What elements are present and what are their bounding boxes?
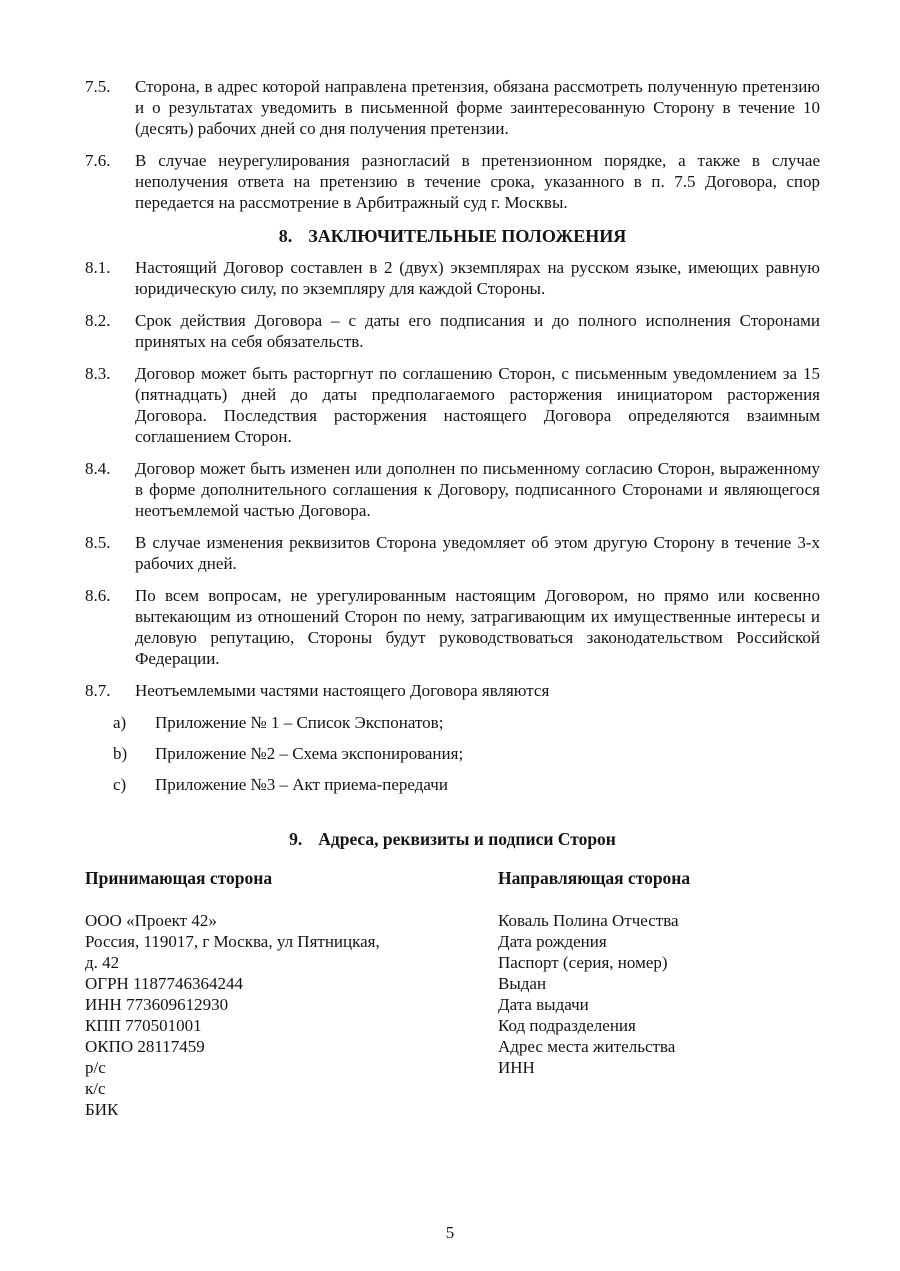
party-detail-line: Адрес места жительства xyxy=(498,1037,676,1056)
page-number: 5 xyxy=(445,1223,455,1242)
clause-text: Неотъемлемыми частями настоящего Договора являются xyxy=(135,681,550,700)
receiving-party-details xyxy=(85,910,498,1120)
clause-7-5 xyxy=(85,76,820,139)
party-detail-line: к/с xyxy=(85,1079,106,1098)
clause-text: Срок действия Договора – с даты его подписания и до полного исполнения Сторонами принятых на себя обязательств. xyxy=(135,311,820,351)
party-detail-line: Дата рождения xyxy=(498,932,607,951)
party-detail-line: Россия, 119017, г Москва, ул Пятницкая, xyxy=(85,932,380,951)
clause-7-6 xyxy=(85,150,820,213)
clause-text: Договор может быть расторгнут по соглашению Сторон, с письменным уведомлением за 15 (пятнадцать) дней до даты предполагаемого расторжения инициатором расторжения Договора. Последствия расторжения настоящего Договора определяются взаимным соглашением Сторон. xyxy=(135,364,820,446)
section-9-title: Адреса, реквизиты и подписи Сторон xyxy=(318,829,616,849)
appendix-letter: c) xyxy=(113,775,127,794)
party-detail-line: Дата выдачи xyxy=(498,995,589,1014)
clause-text: В случае изменения реквизитов Сторона уведомляет об этом другую Сторону в течение 3-х рабочих дней. xyxy=(135,533,820,573)
party-detail-line: Выдан xyxy=(498,974,547,993)
section-8-title: ЗАКЛЮЧИТЕЛЬНЫЕ ПОЛОЖЕНИЯ xyxy=(308,226,627,246)
party-detail-line: ОГРН 1187746364244 xyxy=(85,974,243,993)
party-detail-line: БИК xyxy=(85,1100,119,1119)
section-8-number: 8. xyxy=(278,226,293,246)
clause-text: В случае неурегулирования разногласий в претензионном порядке, а также в случае неполучения ответа на претензию в течение срока, указанного в п. 7.5 Договора, спор передается на рассмотрение в Арбитражный суд г. Москвы. xyxy=(135,151,820,212)
party-detail-line: ООО «Проект 42» xyxy=(85,911,217,930)
clause-text: Сторона, в адрес которой направлена претензия, обязана рассмотреть полученную претензию и о результатах уведомить в письменной форме заинтересованную Сторону в течение 10 (десять) рабочих дней со дня получения претензии. xyxy=(135,77,820,138)
clause-number: 8.7. xyxy=(85,681,111,700)
clause-8-4 xyxy=(85,458,820,521)
clause-number: 8.6. xyxy=(85,586,111,605)
clause-8-6 xyxy=(85,585,820,669)
appendix-letter: b) xyxy=(113,744,128,763)
clause-text: По всем вопросам, не урегулированным настоящим Договором, но прямо или косвенно вытекающим из отношений Сторон по нему, затрагивающим их имущественные интересы и деловую репутацию, Стороны будут руководствоваться законодательством Российской Федерации. xyxy=(135,586,820,668)
appendix-text: Приложение № 1 – Список Экспонатов; xyxy=(155,713,444,732)
party-detail-line: Коваль Полина Отчества xyxy=(498,911,679,930)
appendix-item-a xyxy=(113,712,820,733)
receiving-party-heading: Принимающая сторона xyxy=(85,868,273,888)
clause-8-7 xyxy=(85,680,820,701)
clause-number: 8.5. xyxy=(85,533,111,552)
appendix-item-c xyxy=(113,774,820,795)
appendix-item-b xyxy=(113,743,820,764)
appendix-text: Приложение №3 – Акт приема-передачи xyxy=(155,775,448,794)
clause-number: 8.3. xyxy=(85,364,111,383)
sending-party-column xyxy=(498,868,820,1120)
party-detail-line: ОКПО 28117459 xyxy=(85,1037,205,1056)
sending-party-heading: Направляющая сторона xyxy=(498,868,691,888)
clause-number: 8.1. xyxy=(85,258,111,277)
clause-text: Настоящий Договор составлен в 2 (двух) экземплярах на русском языке, имеющих равную юридическую силу, по экземпляру для каждой Стороны. xyxy=(135,258,820,298)
clause-8-3 xyxy=(85,363,820,447)
section-8-heading xyxy=(85,224,820,248)
receiving-party-column xyxy=(85,868,498,1120)
parties-block xyxy=(85,868,820,1120)
appendix-text: Приложение №2 – Схема экспонирования; xyxy=(155,744,464,763)
section-9-heading xyxy=(85,827,820,851)
clause-number: 7.6. xyxy=(85,151,111,170)
clause-8-2 xyxy=(85,310,820,352)
sending-party-details xyxy=(498,910,820,1078)
party-detail-line: КПП 770501001 xyxy=(85,1016,202,1035)
section-9-number: 9. xyxy=(289,829,303,849)
party-detail-line: Код подразделения xyxy=(498,1016,636,1035)
clause-8-1 xyxy=(85,257,820,299)
appendix-letter: a) xyxy=(113,713,127,732)
party-detail-line: Паспорт (серия, номер) xyxy=(498,953,668,972)
clause-number: 8.4. xyxy=(85,459,111,478)
party-detail-line: д. 42 xyxy=(85,953,120,972)
clause-number: 8.2. xyxy=(85,311,111,330)
party-detail-line: ИНН xyxy=(498,1058,535,1077)
clause-8-5 xyxy=(85,532,820,574)
party-detail-line: р/с xyxy=(85,1058,106,1077)
clause-number: 7.5. xyxy=(85,77,111,96)
clause-text: Договор может быть изменен или дополнен по письменному согласию Сторон, выраженному в форме дополнительного соглашения к Договору, подписанного Сторонами и являющегося неотъемлемой частью Договора. xyxy=(135,459,820,520)
party-detail-line: ИНН 773609612930 xyxy=(85,995,229,1014)
